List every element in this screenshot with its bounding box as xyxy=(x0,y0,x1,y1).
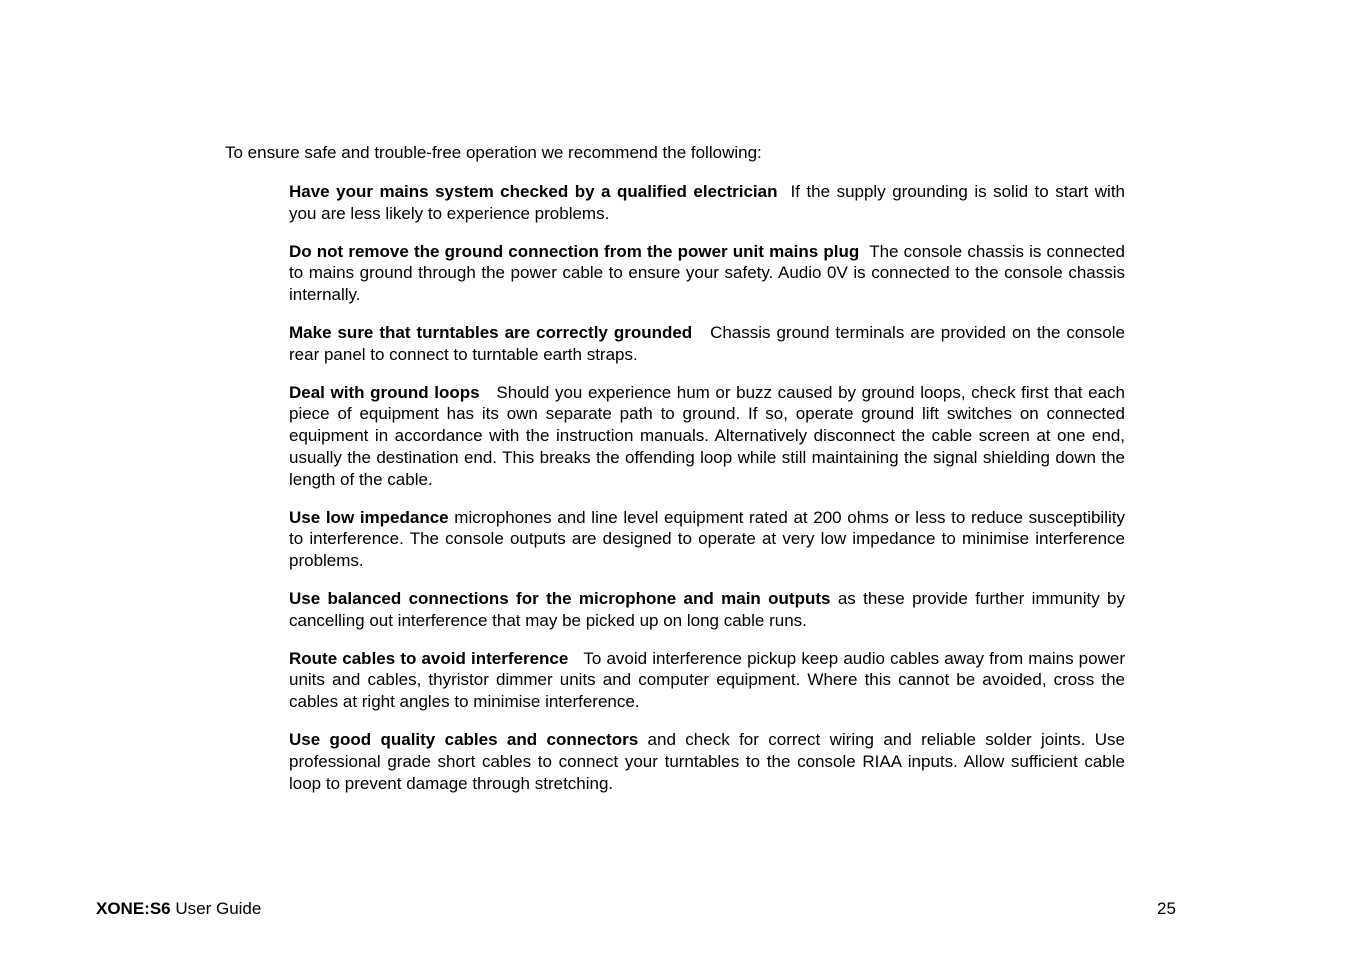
recommendation-body: If the supply grounding is solid to start with you are less likely to experience problems. xyxy=(289,182,1126,223)
recommendation-body: microphones and line level equipment rated at 200 ohms or less to reduce susceptibility to interference. The console outputs are designed to operate at very low impedance to minimise interference problems. xyxy=(289,507,1125,571)
recommendation-body: Should you experience hum or buzz caused by ground loops, check first that each piece of equipment has its own separate path to ground. If so, operate ground lift switches on connected equipment in accordance with the instruction manuals. Alternatively disconnect the cable screen at one end, usually the destination end. This breaks the offending loop while still maintaining the signal shielding down the length of the cable. xyxy=(289,382,1125,489)
recommendation-heading: Make sure that turntables are correctly grounded xyxy=(289,322,693,342)
recommendation-item xyxy=(289,241,1125,306)
recommendation-item xyxy=(289,382,1125,491)
recommendation-body: Chassis ground terminals are provided on the console rear panel to connect to turntable earth straps. xyxy=(289,322,1125,364)
guide-label: User Guide xyxy=(170,899,262,918)
recommendations-list xyxy=(289,181,1125,810)
recommendation-item xyxy=(289,648,1125,713)
recommendation-item xyxy=(289,729,1125,794)
recommendation-body: The console chassis is connected to mains ground through the power cable to ensure your safety. Audio 0V is connected to the console chassis internally. xyxy=(289,241,1126,305)
product-name: XONE:S6 xyxy=(96,899,171,918)
recommendation-item xyxy=(289,507,1125,572)
recommendation-heading: Use good quality cables and connectors xyxy=(289,729,639,749)
recommendation-heading: Use balanced connections for the microphone and main outputs xyxy=(289,588,831,608)
recommendation-body: and check for correct wiring and reliable solder joints. Use professional grade short cables to connect your turntables to the console RIAA inputs. Allow sufficient cable loop to prevent damage through stretching. xyxy=(289,729,1125,793)
recommendation-heading: Have your mains system checked by a qualified electrician xyxy=(289,182,778,201)
page-number: 25 xyxy=(1157,899,1176,918)
recommendation-body: To avoid interference pickup keep audio cables away from mains power units and cables, thyristor dimmer units and computer equipment. Where this cannot be avoided, cross the cables at right angles to minimise interference. xyxy=(289,648,1125,712)
recommendation-body: as these provide further immunity by cancelling out interference that may be picked up on long cable runs. xyxy=(289,588,1125,630)
recommendation-item xyxy=(289,322,1125,366)
recommendation-heading: Do not remove the ground connection from the power unit mains plug xyxy=(289,241,860,261)
recommendation-item xyxy=(289,181,1125,225)
recommendation-heading: Route cables to avoid interference xyxy=(289,648,569,668)
recommendation-item xyxy=(289,588,1125,632)
recommendation-heading: Use low impedance xyxy=(289,507,449,527)
footer-title xyxy=(96,898,261,920)
recommendation-heading: Deal with ground loops xyxy=(289,382,480,402)
intro-text: To ensure safe and trouble-free operation we recommend the following: xyxy=(225,143,762,162)
